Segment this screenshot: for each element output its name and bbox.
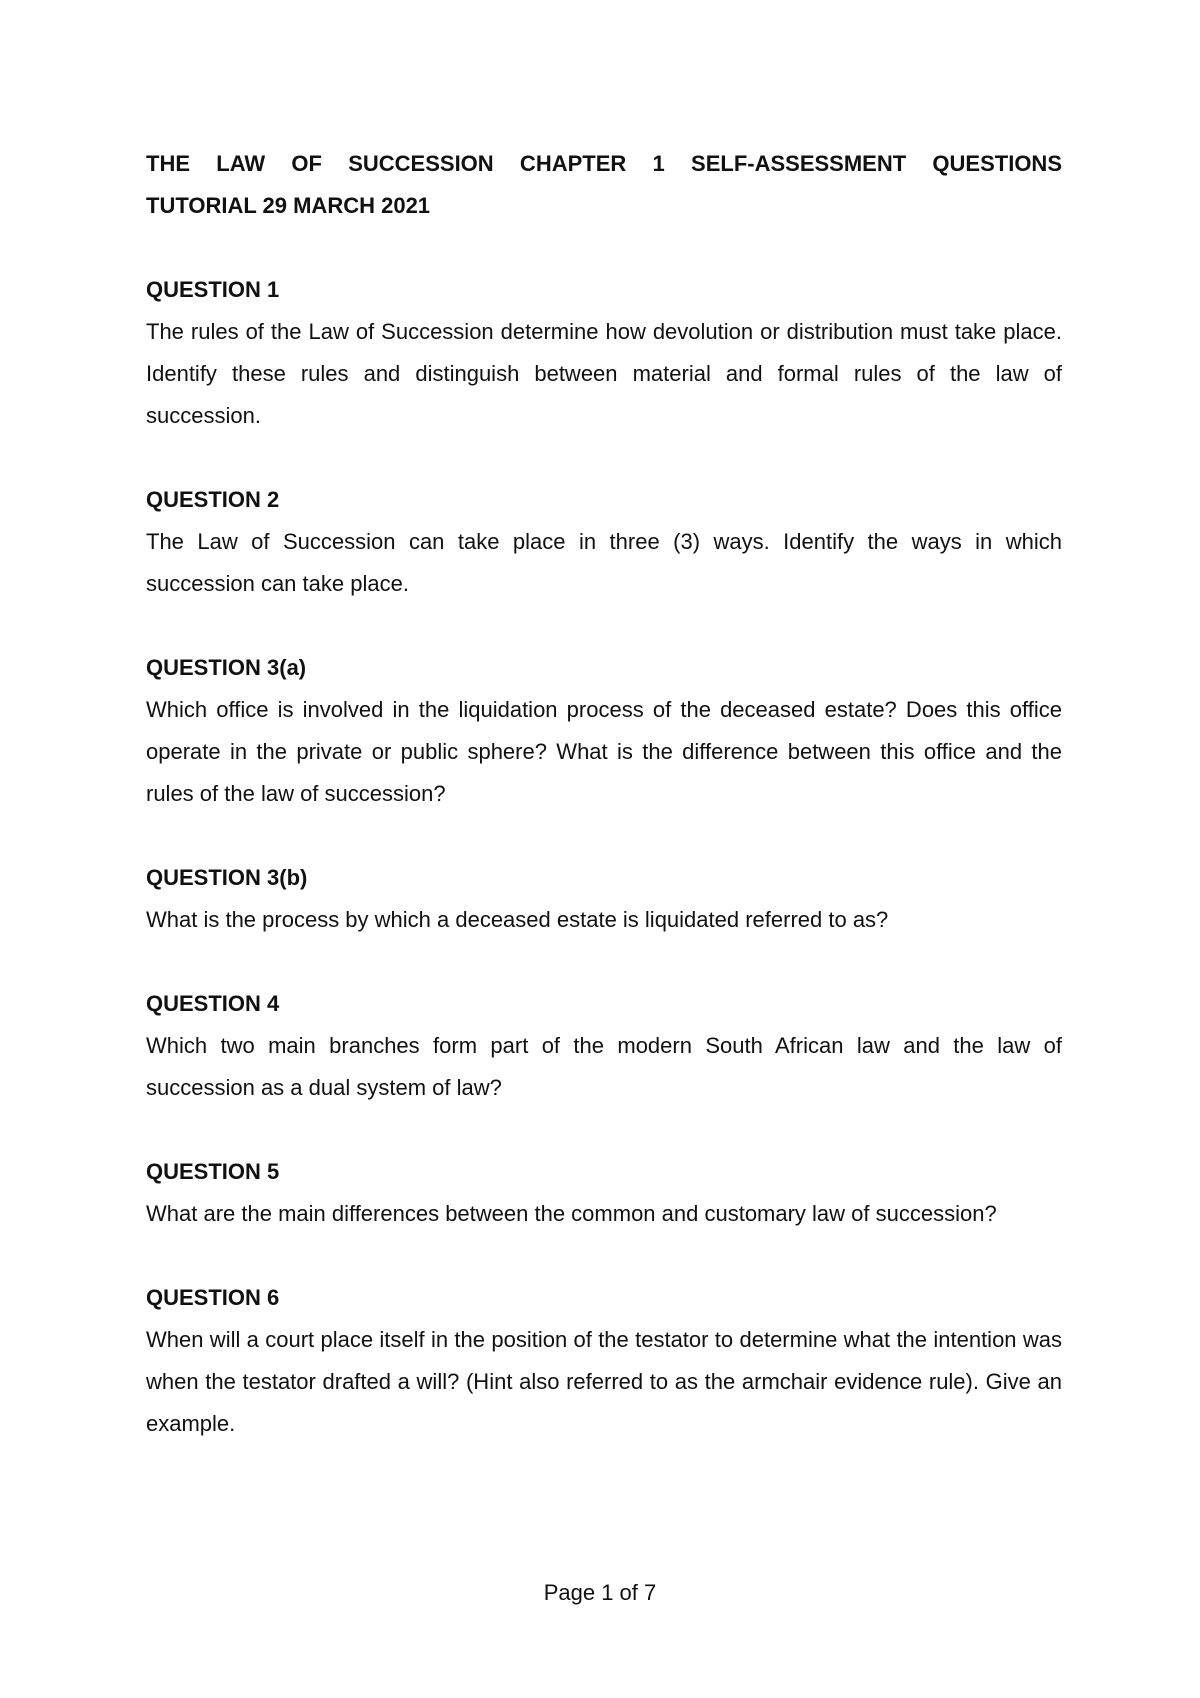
document-body <box>146 143 1062 1445</box>
question-heading: QUESTION 5 <box>146 1159 280 1184</box>
title-line-2: TUTORIAL 29 MARCH 2021 <box>146 193 431 218</box>
question-1 <box>146 269 1062 437</box>
page-number-footer: Page 1 of 7 <box>543 1580 657 1605</box>
question-2 <box>146 479 1062 605</box>
question-4 <box>146 983 1062 1109</box>
question-text: When will a court place itself in the position of the testator to determine what the intention was when the testator drafted a will? (Hint also referred to as the armchair evidence rule). Give an example. <box>146 1327 1062 1436</box>
question-text: Which two main branches form part of the modern South African law and the law of succession as a dual system of law? <box>146 1033 1062 1100</box>
question-text: Which office is involved in the liquidation process of the deceased estate? Does this office operate in the private or public sphere? What is the difference between this office and the rules of the law of succession? <box>146 697 1062 806</box>
question-heading: QUESTION 2 <box>146 487 280 512</box>
question-3b <box>146 857 1062 941</box>
question-heading: QUESTION 6 <box>146 1285 280 1310</box>
question-3a <box>146 647 1062 815</box>
question-text: The Law of Succession can take place in three (3) ways. Identify the ways in which succession can take place. <box>146 529 1062 596</box>
question-text: What is the process by which a deceased estate is liquidated referred to as? <box>146 907 889 932</box>
document-title <box>146 143 1062 227</box>
question-heading: QUESTION 4 <box>146 991 280 1016</box>
question-5 <box>146 1151 1062 1235</box>
question-text: The rules of the Law of Succession determine how devolution or distribution must take place. Identify these rules and distinguish between material and formal rules of the law of succession. <box>146 319 1062 428</box>
title-line-1: THE LAW OF SUCCESSION CHAPTER 1 SELF-ASSESSMENT QUESTIONS <box>146 151 1062 176</box>
question-heading: QUESTION 3(a) <box>146 655 307 680</box>
question-heading: QUESTION 3(b) <box>146 865 308 890</box>
question-heading: QUESTION 1 <box>146 277 280 302</box>
question-text: What are the main differences between the common and customary law of succession? <box>146 1201 997 1226</box>
question-6 <box>146 1277 1062 1445</box>
